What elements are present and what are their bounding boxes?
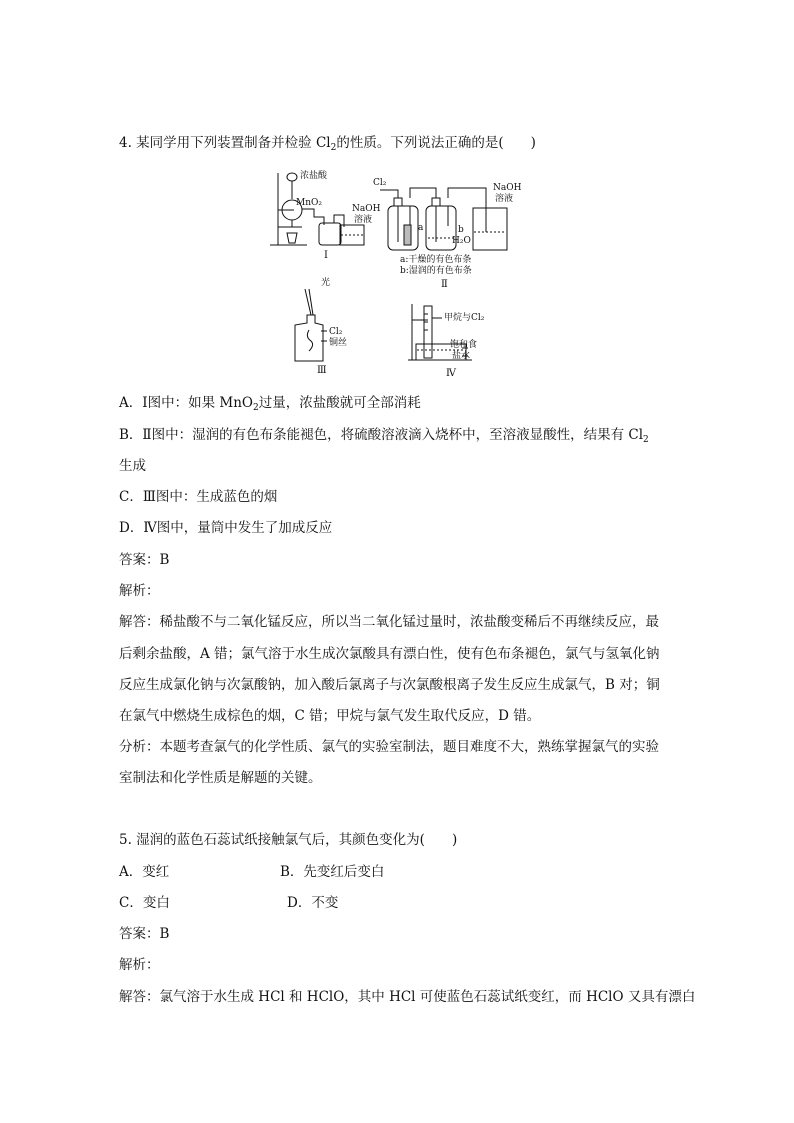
fig3-label-copper: 铜丝 <box>329 338 348 348</box>
q4-option-d: D．Ⅳ图中，量筒中发生了加成反应 <box>119 520 333 536</box>
q4-analysis-title: 解析： <box>119 583 160 599</box>
fig3-roman: Ⅲ <box>317 365 327 375</box>
q5-option-d: D．不变 <box>287 895 339 911</box>
q5-option-b: B．先变红后变白 <box>280 864 385 880</box>
fig2-label-cl2: Cl₂ <box>373 178 387 188</box>
fig1-label-mno2: MnO₂ <box>296 198 322 208</box>
q5-option-a: A．变红 <box>119 864 170 880</box>
q4-option-b: B．Ⅱ图中：湿润的有色布条能褪色，将硫酸溶液滴入烧杯中，至溶液显酸性，结果有 $Cl_2$ <box>119 427 649 445</box>
q4-option-c: C．Ⅲ图中：生成蓝色的烟 <box>119 489 278 505</box>
q4-answer: 答案：B <box>119 552 170 568</box>
q5-stem: 5. 湿润的蓝色石蕊试纸接触氯气后，其颜色变化为( ) <box>119 832 458 848</box>
fig3-label-light: 光 <box>321 278 331 288</box>
fig2-note-b: b:湿润的有色布条 <box>400 266 472 276</box>
figure-apparatus-2 <box>368 170 533 290</box>
q4-fenxi-2: 室制法和化学性质是解题的关键。 <box>119 770 322 786</box>
q5-analysis-title: 解析： <box>119 957 160 973</box>
fig3-label-cl2: Cl₂ <box>329 327 343 337</box>
q4-explain-2: 后剩余盐酸，A 错；氯气溶于水生成次氯酸具有漂白性，使有色布条褪色，氯气与氢氧化钠 <box>119 646 660 662</box>
fig2-label-b: b <box>458 225 464 235</box>
fig1-label-solution: 溶液 <box>354 215 373 225</box>
figure-apparatus-4 <box>402 300 502 380</box>
q5-answer: 答案：B <box>119 926 170 942</box>
q5-explain-1: 解答：氯气溶于水生成 HCl 和 HClO，其中 HCl 可使蓝色石蕊试纸变红，而 HClO 又具有漂白 <box>119 989 696 1005</box>
q4-explain-4: 在氯气中燃烧生成棕色的烟，C 错；甲烷与氯气发生取代反应，D 错。 <box>119 708 541 724</box>
q4-option-a: A．Ⅰ图中：如果 MnO$_2$过量，浓盐酸就可全部消耗 <box>119 395 421 413</box>
fig1-label-naoh: NaOH <box>352 204 381 214</box>
q4-explain-1: 解答：稀盐酸不与二氧化锰反应，所以当二氧化锰过量时，浓盐酸变稀后不再继续反应，最 <box>119 614 659 630</box>
q4-explain-3: 反应生成氯化钠与次氯酸钠，加入酸后氯离子与次氯酸根离子发生反应生成氯气，B 对；铜 <box>119 677 660 693</box>
fig1-label-hcl: 浓盐酸 <box>300 171 328 181</box>
fig2-roman: Ⅱ <box>441 279 448 290</box>
q5-option-c: C．变白 <box>119 895 170 911</box>
q4-fenxi-1: 分析：本题考查氯气的化学性质、氯气的实验室制法，题目难度不大，熟练掌握氯气的实验 <box>119 739 659 755</box>
q4-option-b-cont: 生成 <box>119 458 146 474</box>
fig2-label-solution: 溶液 <box>495 194 514 204</box>
fig2-label-h2o: H₂O <box>452 236 471 246</box>
fig4-roman: Ⅳ <box>446 368 456 379</box>
fig4-label-saturated: 饱和食 <box>450 340 478 350</box>
fig2-label-a: a <box>418 223 424 233</box>
fig1-roman: Ⅰ <box>324 250 328 260</box>
fig2-note-a: a:干燥的有色布条 <box>400 255 472 265</box>
q4-stem: 4. 某同学用下列装置制备并检验 $Cl_2$的性质。下列说法正确的是( ) <box>119 135 536 153</box>
fig4-label-methane: 甲烷与Cl₂ <box>444 313 485 323</box>
fig2-label-naoh: NaOH <box>493 183 522 193</box>
figure-apparatus-3 <box>285 275 360 375</box>
fig4-label-brine: 盐水 <box>452 351 471 361</box>
